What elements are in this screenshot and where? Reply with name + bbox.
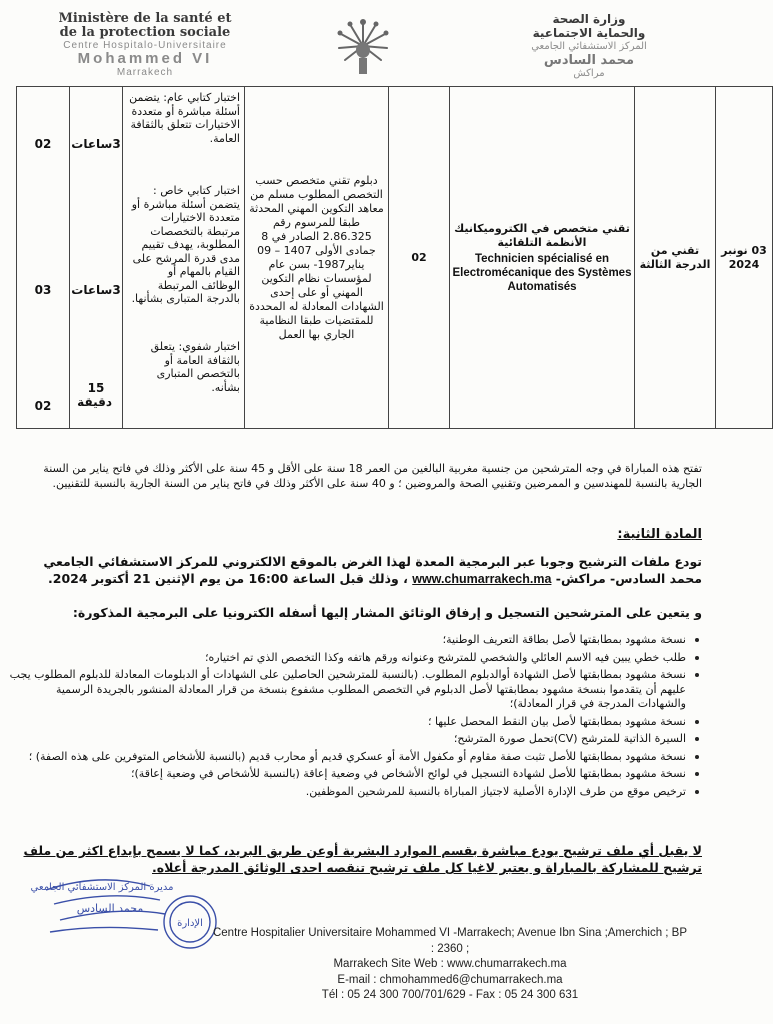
speciality-fr: Technicien spécialisé en Electromécanique des Systèmes Automatisés (452, 252, 632, 293)
grade-cell (635, 87, 716, 429)
grade: تقني من الدرجة الثالثة (639, 243, 711, 271)
article-title: المادة الثانية: (617, 527, 702, 542)
stamp-text-3: الإدارة (177, 918, 203, 929)
documents-list (6, 633, 702, 802)
list-item: طلب خطي يبين فيه الاسم العائلي والشخصي للمترشح وعنوانه ورقم هاتفه وكذا التخصص الذي تم اختياره؛ (6, 651, 686, 666)
exam-coefficient: 03 (34, 283, 52, 297)
header-arabic (474, 12, 704, 80)
exam-duration: 3ساعات (71, 137, 121, 151)
exam-date: 03 نونبر 2024 (721, 243, 767, 271)
warning-paragraph: لا يقبل أي ملف ترشيح يودع مباشرة بقسم الموارد البشرية أوعن طريق البريد، كما لا يسمح بإيداع اكثر من ملف ترشيح للمشاركة بالمباراة و يعتبر لاغيا كل ملف ترشيح تنقصه احدى الوثائق المدرجة أعلاه. (23, 843, 702, 875)
diploma-text: دبلوم تقني متخصص حسب التخصص المطلوب مسلم من معاهد التكوين المهني المحدثة طبقا للمرسوم رقم 2.86.325 الصادر في 8 جمادى الأولى 1407 – 09 يناير1987- بسن عام لمؤسسات نظام التكوين المهني أو على إحدى الشهادات المعادلة له المحددة للمقتضيات طبقا النظامية الجاري بها العمل (249, 173, 384, 341)
eligibility-paragraph: تفتح هذه المباراة في وجه المترشحين من جنسية مغربية البالغين من العمر 18 سنة على الأقل و 45 سنة على الأكثر وذلك في فاتح يناير من السنة الجارية بالنسبة للمهندسين و الممرضين وتقنيي الصحة والمروضين ؛ و 40 سنة على الأكثر وذلك في فاتح يناير من السنة الجارية بالنسبة للتقنيين. (43, 462, 702, 490)
footer-website: Marrakech Site Web : www.chumarrakech.ma (333, 958, 567, 970)
posts-count: 02 (411, 250, 427, 264)
royal-emblem-icon (333, 12, 393, 78)
list-item: نسخة مشهود بمطابقتها للأصل لشهادة التسجيل في لوائح الأشخاص في وضعية إعاقة (بالنسبة للأشخاص في وضعية إعاقة)؛ (6, 767, 686, 782)
stamp-text-2: محمد السادس (76, 902, 144, 915)
chu-name: Mohammed VI (77, 50, 213, 67)
official-stamp-icon (30, 870, 220, 954)
exam-duration: 3ساعات (71, 283, 121, 297)
speciality-ar: تقني متخصص في الكتروميكانيك الأنظمة التلقائية (454, 221, 630, 249)
chu-ar-city: مراكش (573, 68, 605, 79)
deposit-url-link[interactable]: www.chumarrakech.ma (412, 572, 552, 586)
exam-coefficient: 02 (34, 137, 52, 151)
list-item: ترخيص موقع من طرف الإدارة الأصلية لاجتياز المباراة بالنسبة للمرشحين الموظفين. (6, 785, 686, 800)
duration-cell (70, 87, 123, 429)
footer-contact (210, 926, 690, 1004)
chu-city: Marrakech (116, 67, 174, 78)
exam-coefficient: 02 (34, 399, 52, 413)
ministry-line-2: de la protection sociale (59, 25, 231, 40)
ministry-ar-line-1: وزارة الصحة (552, 12, 626, 26)
list-item: نسخة مشهود بمطابقتها لأصل بطاقة التعريف الوطنية؛ (6, 633, 686, 648)
header-french (20, 12, 270, 78)
exam-specific: اختبار كتابي خاص : يتضمن أسئلة مباشرة أو متعددة الاختيارات مرتبطة بالتخصصات المطلوبة، يهدف تقييم مدى قدرة المرشح على القيام بالمهام أو الوظائف المرتبطة بالدرجة المتبارى بشأنها. (131, 184, 240, 305)
exam-date-cell (716, 87, 773, 429)
exam-oral: اختبار شفوي: يتعلق بالثقافة العامة أو بالتخصص المتبارى بشأنه. (150, 340, 240, 394)
register-note: و يتعين على المترشحين التسجيل و إرفاق الوثائق المشار إليها أسفله الكترونيا على البرمجية المذكورة: (72, 605, 702, 620)
deposit-text-b: ، وذلك قبل الساعة 16:00 من يوم الإثنين 21 أكتوبر 2024. (48, 571, 413, 586)
exam-duration: 15 دقيقة (77, 381, 112, 409)
exam-table (16, 86, 773, 429)
ministry-line-1: Ministère de la santé et (58, 11, 232, 26)
stamp-text-1: مديرة المركز الاستشفائي الجامعي (30, 882, 174, 893)
speciality-cell (450, 87, 635, 429)
footer-address: Centre Hospitalier Universitaire Mohammed VI -Marrakech; Avenue Ibn Sina ;Amerchich ; BP : 2360 ; (212, 927, 688, 955)
chu-ar-line: المركز الاستشفائي الجامعي (531, 41, 647, 52)
list-item: نسخة مشهود بمطابقتها للأصل تثبت صفة مقاوم أو مكفول الأمة أو عسكري قديم أو محارب قديم (بالنسبة للأشخاص المتوفرين على هذه الصفة) ؛ (6, 750, 686, 765)
posts-cell (389, 87, 450, 429)
exam-general: اختبار كتابي عام: يتضمن أسئلة مباشرة أو متعددة الاختيارات تتعلق بالثقافة العامة. (129, 91, 240, 145)
list-item: نسخة مشهود بمطابقتها لأصل الشهادة أوالدبلوم المطلوب. (بالنسبة للمترشحين الحاصلين على الشهادات أو الدبلومات المعادلة للدبلوم المطلوب يجب عليهم أن يتقدموا بنسخة مشهود بمطابقتها لأصل الدبلوم في التخصص المطلوب مشفوع بنسخة من قرار المعادلة المنشور بالجريدة الرسمية والشهادات المدرجة في قرار المعادلة)؛ (6, 668, 686, 712)
chu-ar-name: محمد السادس (543, 53, 635, 68)
diploma-cell (245, 87, 389, 429)
chu-line: Centre Hospitalo-Universitaire (63, 40, 227, 51)
footer-email: E-mail : chmohammed6@chumarrakech.ma (337, 973, 563, 986)
deposit-paragraph (22, 553, 702, 588)
table-row (17, 87, 773, 429)
ministry-ar-line-2: والحماية الاجتماعية (532, 26, 646, 40)
coefficient-cell (17, 87, 70, 429)
list-item: السيرة الذاتية للمترشح (CV)تحمل صورة المترشح؛ (6, 732, 686, 747)
footer-phone: Tél : 05 24 300 700/701/629 - Fax : 05 24 300 631 (321, 989, 579, 1001)
exams-cell (123, 87, 245, 429)
list-item: نسخة مشهود بمطابقتها لأصل بيان النقط المحصل عليها ؛ (6, 715, 686, 730)
deposit-text-a: تودع ملفات الترشيح وجوبا عبر البرمجية المعدة لهذا الغرض بالموقع الالكتروني للمركز الاستشفائي الجامعي محمد السادس- مراكش- (43, 554, 702, 586)
